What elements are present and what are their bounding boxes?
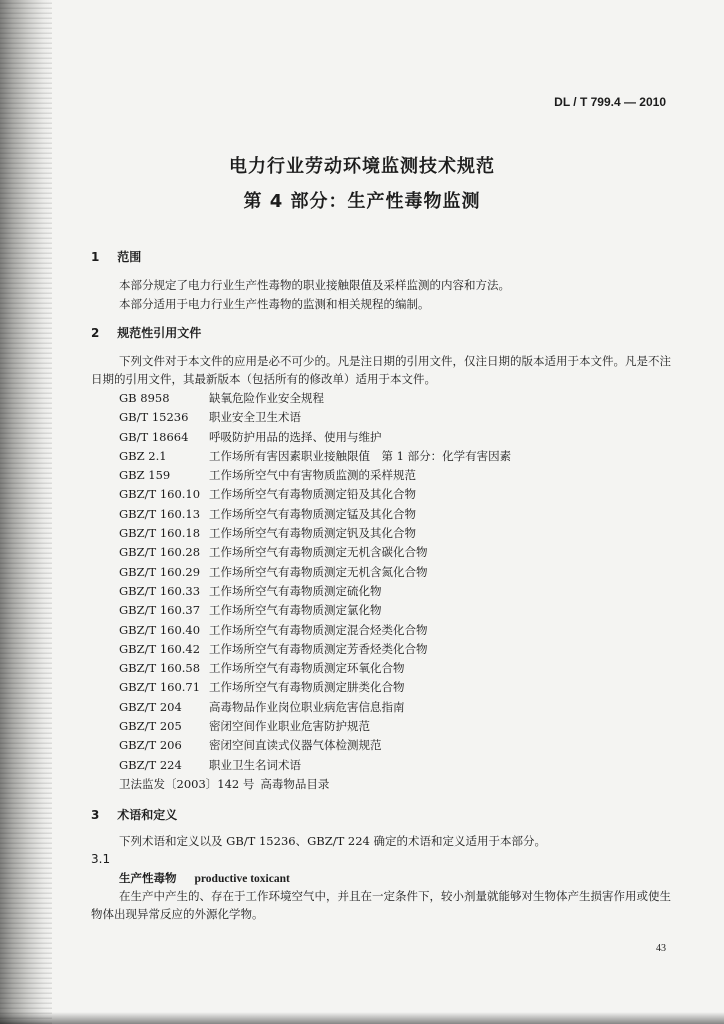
reference-code: GBZ/T 160.42 [119, 641, 201, 656]
reference-title: 职业卫生名词术语 [209, 757, 301, 772]
reference-code: GBZ/T 160.40 [119, 622, 201, 637]
reference-code: GBZ/T 160.58 [119, 661, 201, 676]
section-2-heading [91, 324, 201, 341]
list-item [119, 389, 511, 408]
section-2-intro: 下列文件对于本文件的应用是必不可少的。凡是注日期的引用文件，仅注日期的版本适用于本文件。凡是不注日期的引用文件，其最新版本（包括所有的修改单）适用于本文件。 [91, 354, 671, 386]
section-number: 3 [91, 808, 100, 822]
term-heading [119, 870, 290, 886]
reference-code: GBZ/T 204 [119, 699, 182, 714]
list-item [119, 563, 511, 582]
reference-code: GBZ/T 160.33 [119, 583, 201, 598]
list-item [119, 736, 511, 755]
reference-code: GBZ/T 160.18 [119, 526, 201, 541]
reference-code: GB/T 18664 [119, 429, 189, 444]
list-item [119, 678, 511, 697]
section-1-paragraph: 本部分规定了电力行业生产性毒物的职业接触限值及采样监测的内容和方法。 [119, 278, 510, 292]
reference-title: 工作场所空气有毒物质测定硫化物 [209, 583, 382, 598]
list-item [119, 428, 511, 447]
reference-title: 呼吸防护用品的选择、使用与维护 [209, 429, 382, 444]
list-item [119, 698, 511, 717]
list-item [119, 756, 511, 775]
section-1-heading [91, 248, 141, 265]
reference-title: 工作场所空气有毒物质测定钒及其化合物 [209, 526, 416, 541]
list-item [119, 775, 511, 794]
reference-code: GBZ/T 206 [119, 738, 182, 753]
section-title: 规范性引用文件 [117, 326, 202, 340]
document-subtitle: 第 4 部分：生产性毒物监测 [243, 191, 481, 212]
reference-code: GBZ 159 [119, 468, 171, 483]
term-number: 3.1 [91, 852, 111, 866]
list-item [119, 582, 511, 601]
document-title: 电力行业劳动环境监测技术规范 [229, 156, 495, 177]
reference-code: GB 8958 [119, 391, 170, 405]
reference-code: GB/T 15236 [119, 410, 189, 425]
list-item [119, 524, 511, 543]
reference-title: 工作场所空气有毒物质测定铅及其化合物 [209, 487, 416, 502]
reference-title: 工作场所空气有毒物质测定锰及其化合物 [209, 506, 416, 521]
reference-title: 工作场所空气中有害物质监测的采样规范 [209, 468, 416, 483]
reference-code: 卫法监发〔2003〕142 号 [119, 776, 255, 791]
list-item [119, 601, 511, 620]
list-item [119, 466, 511, 485]
list-item [119, 408, 511, 427]
reference-code: GBZ/T 160.37 [119, 603, 201, 618]
standard-code: DL / T 799.4 — 2010 [554, 95, 666, 109]
section-3-intro: 下列术语和定义以及 GB/T 15236、GBZ/T 224 确定的术语和定义适用于本部分。 [119, 834, 547, 848]
section-title: 术语和定义 [117, 808, 178, 822]
reference-code: GBZ/T 160.13 [119, 506, 201, 521]
reference-code: GBZ/T 160.28 [119, 545, 201, 560]
page-bottom-shadow [0, 1012, 724, 1024]
list-item [119, 621, 511, 640]
reference-code: GBZ/T 160.29 [119, 564, 201, 579]
list-item [119, 659, 511, 678]
section-number: 1 [91, 250, 100, 264]
page-number: 43 [656, 943, 666, 954]
reference-title: 密闭空间作业职业危害防护规范 [209, 719, 370, 734]
reference-title: 工作场所空气有毒物质测定氯化物 [209, 603, 382, 618]
reference-title: 密闭空间直读式仪器气体检测规范 [209, 738, 382, 753]
reference-title: 工作场所空气有毒物质测定无机含碳化合物 [209, 545, 428, 560]
section-1-paragraph: 本部分适用于电力行业生产性毒物的监测和相关规程的编制。 [119, 297, 430, 311]
reference-title: 职业安全卫生术语 [209, 410, 301, 425]
reference-code: GBZ/T 160.10 [119, 487, 201, 502]
reference-title: 工作场所空气有毒物质测定环氧化合物 [209, 661, 405, 676]
reference-title: 工作场所空气有毒物质测定无机含氮化合物 [209, 564, 428, 579]
reference-title: 工作场所空气有毒物质测定芳香烃类化合物 [209, 641, 428, 656]
section-number: 2 [91, 326, 100, 340]
reference-title: 高毒物品作业岗位职业病危害信息指南 [209, 699, 405, 714]
reference-title: 高毒物品目录 [260, 776, 330, 791]
term-chinese: 生产性毒物 [119, 871, 177, 885]
list-item [119, 717, 511, 736]
reference-code: GBZ/T 160.71 [119, 680, 201, 695]
reference-list [119, 389, 511, 794]
term-definition: 在生产中产生的、存在于工作环境空气中，并且在一定条件下，较小剂量就能够对生物体产生损害作用或使生物体出现异常反应的外源化学物。 [91, 889, 671, 921]
reference-title: 缺氧危险作业安全规程 [209, 391, 324, 405]
reference-code: GBZ/T 205 [119, 719, 182, 734]
section-title: 范围 [117, 250, 142, 264]
reference-title: 工作场所空气有毒物质测定混合烃类化合物 [209, 622, 428, 637]
reference-code: GBZ 2.1 [119, 448, 167, 463]
reference-title: 工作场所空气有毒物质测定肼类化合物 [209, 680, 405, 695]
list-item [119, 505, 511, 524]
list-item [119, 640, 511, 659]
section-3-heading [91, 806, 177, 823]
list-item [119, 447, 511, 466]
reference-code: GBZ/T 224 [119, 757, 182, 772]
list-item [119, 543, 511, 562]
term-english: productive toxicant [194, 873, 290, 885]
list-item [119, 485, 511, 504]
reference-title: 工作场所有害因素职业接触限值 第 1 部分：化学有害因素 [209, 448, 512, 463]
